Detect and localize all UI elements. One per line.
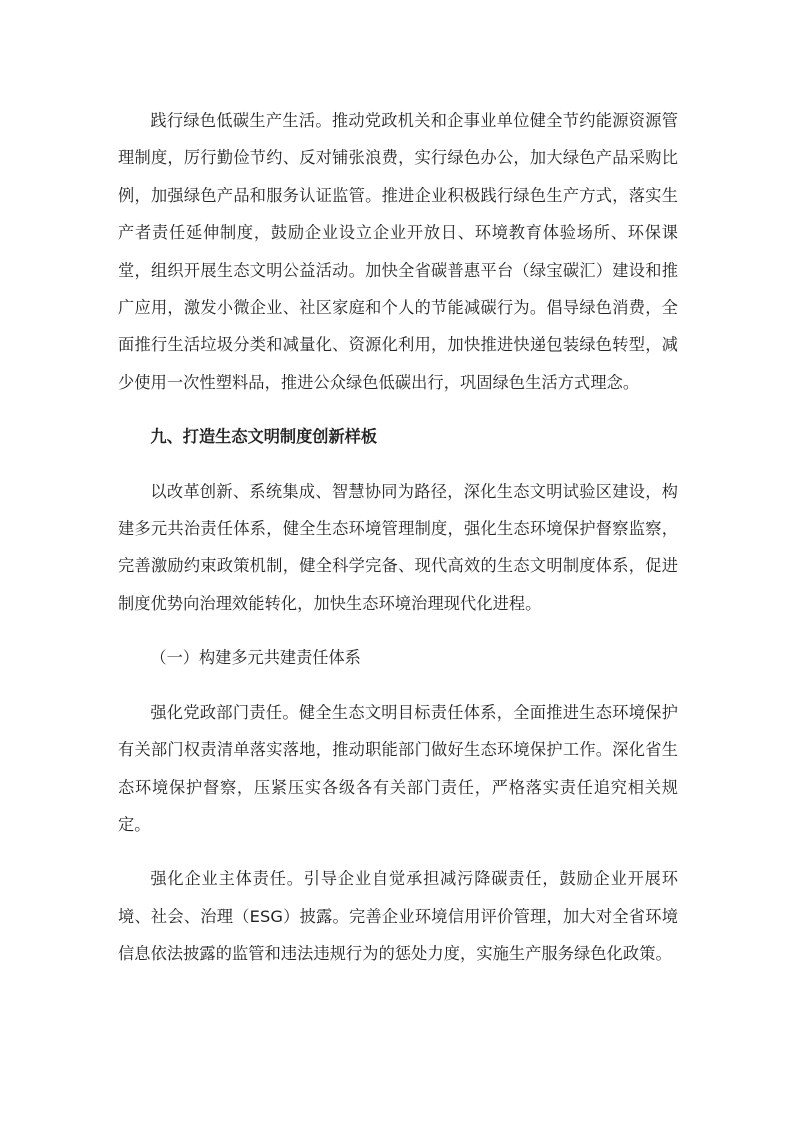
paragraph-enterprise-responsibility: 强化企业主体责任。引导企业自觉承担减污降碳责任，鼓励企业开展环境、社会、治理（ESG）披露。完善企业环境信用评价管理，加大对全省环境信息依法披露的监管和违法违规行为的惩处力度，实施生产服务绿色化政策。 (118, 869, 678, 964)
paragraph-green-low-carbon: 践行绿色低碳生产生活。推动党政机关和企事业单位健全节约能源资源管理制度，厉行勤俭节约、反对铺张浪费，实行绿色办公，加大绿色产品采购比例，加强绿色产品和服务认证监管。推进企业积极践行绿色生产方式，落实生产者责任延伸制度，鼓励企业设立企业开放日、环境教育体验场所、环保课堂，组织开展生态文明公益活动。加快全省碳普惠平台（绿宝碳汇）建设和推广应用，激发小微企业、社区家庭和个人的节能减碳行为。倡导绿色消费，全面推行生活垃圾分类和减量化、资源化利用，加快推进快递包装绿色转型，减少使用一次性塑料品，推进公众绿色低碳出行，巩固绿色生活方式理念。 (118, 111, 678, 392)
section-heading: 九、打造生态文明制度创新样板 (150, 427, 378, 447)
spacer (118, 456, 678, 473)
paragraph-party-government-responsibility: 强化党政部门责任。健全生态文明目标责任体系，全面推进生态环境保护有关部门权责清单落实落地，推动职能部门做好生态环境保护工作。深化省生态环境保护督察，压紧压实各级各有关部门责任，严格落实责任追究相关规定。 (118, 702, 678, 834)
document-body (118, 102, 678, 973)
spacer (118, 401, 678, 418)
spacer (118, 622, 678, 639)
spacer (118, 677, 678, 694)
subsection-heading: （一）构建多元共建责任体系 (150, 648, 361, 668)
spacer (118, 843, 678, 860)
paragraph-institutional-innovation: 以改革创新、系统集成、智慧协同为路径，深化生态文明试验区建设，构建多元共治责任体系，健全生态环境管理制度，强化生态环境保护督察监察，完善激励约束政策机制，健全科学完备、现代高效的生态文明制度体系，促进制度优势向治理效能转化，加快生态环境治理现代化进程。 (118, 481, 678, 613)
